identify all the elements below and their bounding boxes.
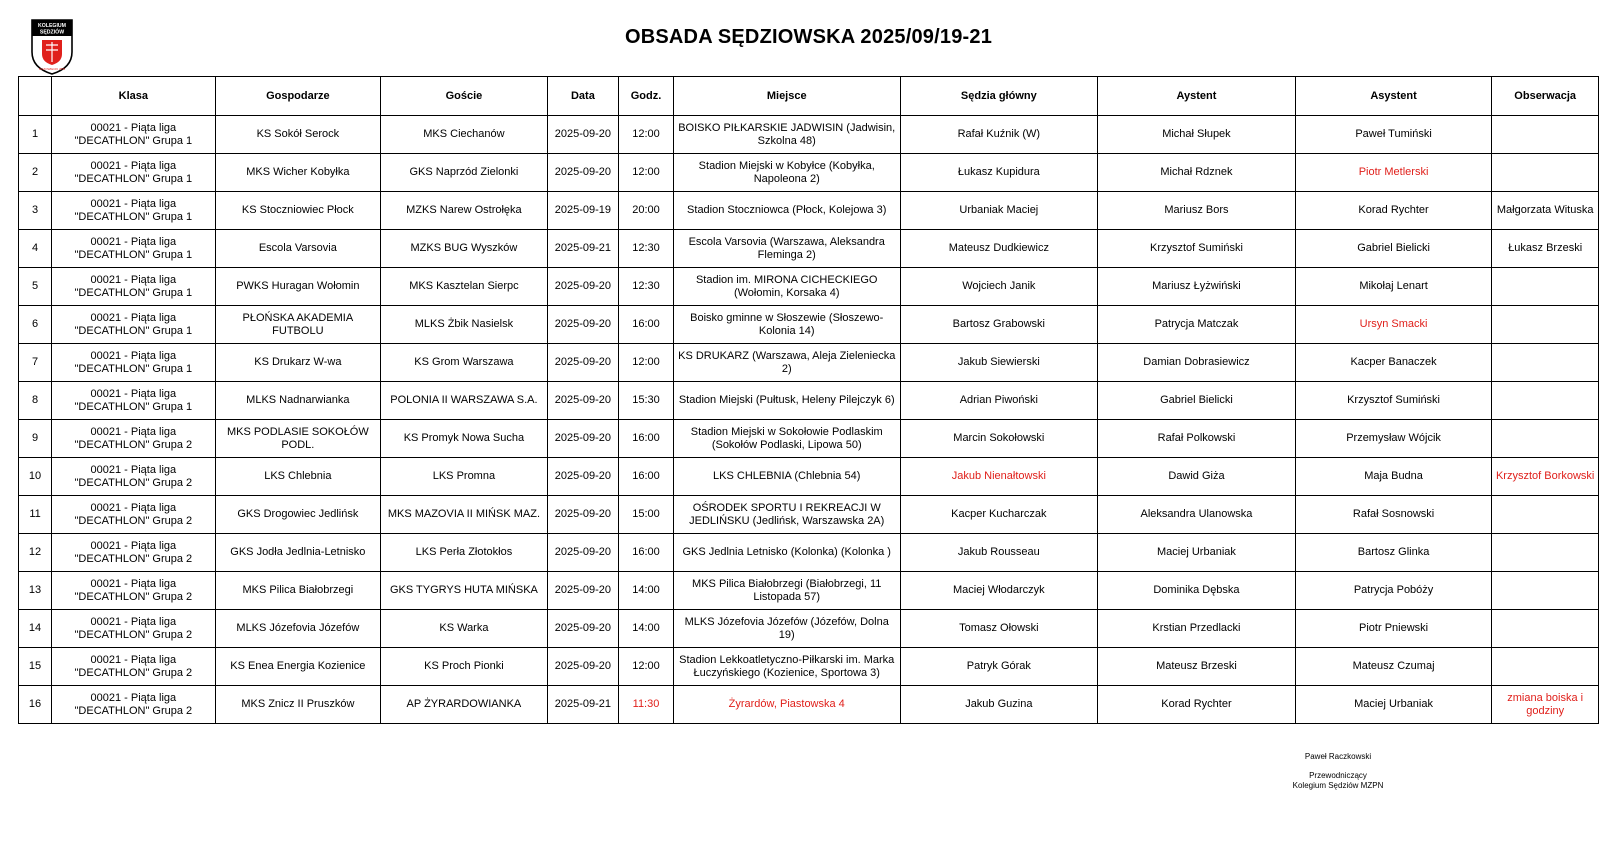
cell-gospodarze: MKS Pilica Białobrzegi — [215, 572, 381, 610]
cell-data: 2025-09-20 — [547, 534, 618, 572]
cell-no: 3 — [19, 192, 52, 230]
cell-data: 2025-09-20 — [547, 116, 618, 154]
cell-obserwacja — [1492, 116, 1599, 154]
cell-goscie: MKS Ciechanów — [381, 116, 548, 154]
cell-gospodarze: GKS Jodła Jedlnia-Letnisko — [215, 534, 381, 572]
cell-godz: 14:00 — [619, 572, 674, 610]
cell-obserwacja: Krzysztof Borkowski — [1492, 458, 1599, 496]
cell-goscie: POLONIA II WARSZAWA S.A. — [381, 382, 548, 420]
cell-godz: 15:30 — [619, 382, 674, 420]
cell-godz: 12:30 — [619, 230, 674, 268]
cell-miejsce: GKS Jedlnia Letnisko (Kolonka) (Kolonka ) — [673, 534, 900, 572]
cell-goscie: AP ŻYRARDOWIANKA — [381, 686, 548, 724]
cell-goscie: KS Proch Pionki — [381, 648, 548, 686]
cell-goscie: MZKS BUG Wyszków — [381, 230, 548, 268]
cell-godz: 12:00 — [619, 648, 674, 686]
cell-miejsce: Boisko gminne w Słoszewie (Słoszewo-Kolonia 14) — [673, 306, 900, 344]
table-header-row — [19, 77, 1599, 116]
cell-goscie: MZKS Narew Ostrołęka — [381, 192, 548, 230]
cell-klasa: 00021 - Piąta liga "DECATHLON" Grupa 1 — [52, 230, 215, 268]
cell-godz: 12:30 — [619, 268, 674, 306]
table-row — [19, 268, 1599, 306]
cell-asystent: Paweł Tumiński — [1295, 116, 1492, 154]
table-row — [19, 686, 1599, 724]
cell-obserwacja: zmiana boiska i godziny — [1492, 686, 1599, 724]
cell-sedzia: Rafał Kuźnik (W) — [900, 116, 1098, 154]
cell-gospodarze: KS Stoczniowiec Płock — [215, 192, 381, 230]
cell-miejsce: KS DRUKARZ (Warszawa, Aleja Zieleniecka 2) — [673, 344, 900, 382]
cell-klasa: 00021 - Piąta liga "DECATHLON" Grupa 1 — [52, 154, 215, 192]
cell-goscie: KS Promyk Nowa Sucha — [381, 420, 548, 458]
cell-asystent: Gabriel Bielicki — [1295, 230, 1492, 268]
cell-sedzia: Jakub Guzina — [900, 686, 1098, 724]
cell-miejsce: Escola Varsovia (Warszawa, Aleksandra Fleminga 2) — [673, 230, 900, 268]
cell-miejsce: Stadion Miejski (Pułtusk, Heleny Pilejczyk 6) — [673, 382, 900, 420]
cell-sedzia: Jakub Nienałtowski — [900, 458, 1098, 496]
cell-aystent: Patrycja Matczak — [1098, 306, 1296, 344]
cell-gospodarze: MKS Wicher Kobyłka — [215, 154, 381, 192]
cell-miejsce: MKS Pilica Białobrzegi (Białobrzegi, 11 Listopada 57) — [673, 572, 900, 610]
table-row — [19, 344, 1599, 382]
cell-no: 12 — [19, 534, 52, 572]
cell-sedzia: Patryk Górak — [900, 648, 1098, 686]
cell-asystent: Korad Rychter — [1295, 192, 1492, 230]
cell-sedzia: Jakub Siewierski — [900, 344, 1098, 382]
cell-obserwacja — [1492, 382, 1599, 420]
cell-asystent: Piotr Pniewski — [1295, 610, 1492, 648]
cell-asystent: Maciej Urbaniak — [1295, 686, 1492, 724]
cell-aystent: Korad Rychter — [1098, 686, 1296, 724]
table-row — [19, 496, 1599, 534]
cell-klasa: 00021 - Piąta liga "DECATHLON" Grupa 1 — [52, 192, 215, 230]
cell-klasa: 00021 - Piąta liga "DECATHLON" Grupa 2 — [52, 572, 215, 610]
cell-asystent: Bartosz Glinka — [1295, 534, 1492, 572]
cell-gospodarze: MLKS Józefovia Józefów — [215, 610, 381, 648]
cell-miejsce: MLKS Józefovia Józefów (Józefów, Dolna 19) — [673, 610, 900, 648]
cell-sedzia: Marcin Sokołowski — [900, 420, 1098, 458]
cell-asystent: Piotr Metlerski — [1295, 154, 1492, 192]
cell-aystent: Rafał Polkowski — [1098, 420, 1296, 458]
table-row — [19, 382, 1599, 420]
cell-godz: 12:00 — [619, 344, 674, 382]
header-aystent: Aystent — [1098, 77, 1296, 116]
cell-sedzia: Mateusz Dudkiewicz — [900, 230, 1098, 268]
cell-no: 9 — [19, 420, 52, 458]
cell-no: 11 — [19, 496, 52, 534]
cell-gospodarze: PWKS Huragan Wołomin — [215, 268, 381, 306]
cell-aystent: Michał Słupek — [1098, 116, 1296, 154]
cell-data: 2025-09-20 — [547, 648, 618, 686]
cell-asystent: Patrycja Pobóży — [1295, 572, 1492, 610]
cell-data: 2025-09-20 — [547, 382, 618, 420]
cell-klasa: 00021 - Piąta liga "DECATHLON" Grupa 1 — [52, 116, 215, 154]
cell-obserwacja — [1492, 306, 1599, 344]
cell-sedzia: Bartosz Grabowski — [900, 306, 1098, 344]
cell-klasa: 00021 - Piąta liga "DECATHLON" Grupa 1 — [52, 268, 215, 306]
table-row — [19, 306, 1599, 344]
table-row — [19, 458, 1599, 496]
cell-klasa: 00021 - Piąta liga "DECATHLON" Grupa 2 — [52, 420, 215, 458]
cell-no: 4 — [19, 230, 52, 268]
cell-obserwacja — [1492, 496, 1599, 534]
header-gospodarze: Gospodarze — [215, 77, 381, 116]
cell-aystent: Mateusz Brzeski — [1098, 648, 1296, 686]
cell-godz: 20:00 — [619, 192, 674, 230]
cell-aystent: Gabriel Bielicki — [1098, 382, 1296, 420]
cell-asystent: Przemysław Wójcik — [1295, 420, 1492, 458]
cell-miejsce: Stadion im. MIRONA CICHECKIEGO (Wołomin, Korsaka 4) — [673, 268, 900, 306]
cell-miejsce: BOISKO PIŁKARSKIE JADWISIN (Jadwisin, Szkolna 48) — [673, 116, 900, 154]
cell-data: 2025-09-20 — [547, 496, 618, 534]
cell-godz: 16:00 — [619, 420, 674, 458]
cell-klasa: 00021 - Piąta liga "DECATHLON" Grupa 2 — [52, 648, 215, 686]
cell-asystent: Rafał Sosnowski — [1295, 496, 1492, 534]
header-goscie: Goście — [381, 77, 548, 116]
cell-gospodarze: Escola Varsovia — [215, 230, 381, 268]
cell-godz: 15:00 — [619, 496, 674, 534]
logo-text-3: MAZOWIECKI ZPN — [38, 67, 66, 71]
header-no — [19, 77, 52, 116]
cell-klasa: 00021 - Piąta liga "DECATHLON" Grupa 2 — [52, 686, 215, 724]
cell-godz: 14:00 — [619, 610, 674, 648]
header-obserwacja: Obserwacja — [1492, 77, 1599, 116]
cell-asystent: Mikołaj Lenart — [1295, 268, 1492, 306]
cell-klasa: 00021 - Piąta liga "DECATHLON" Grupa 2 — [52, 610, 215, 648]
cell-obserwacja — [1492, 610, 1599, 648]
cell-aystent: Aleksandra Ulanowska — [1098, 496, 1296, 534]
cell-miejsce: LKS CHLEBNIA (Chlebnia 54) — [673, 458, 900, 496]
cell-no: 1 — [19, 116, 52, 154]
cell-gospodarze: MKS Znicz II Pruszków — [215, 686, 381, 724]
cell-obserwacja — [1492, 572, 1599, 610]
cell-miejsce: Stadion Lekkoatletyczno-Piłkarski im. Marka Łuczyńskiego (Kozienice, Sportowa 3) — [673, 648, 900, 686]
cell-aystent: Krstian Przedlacki — [1098, 610, 1296, 648]
cell-miejsce: Żyrardów, Piastowska 4 — [673, 686, 900, 724]
table-row — [19, 610, 1599, 648]
cell-goscie: KS Warka — [381, 610, 548, 648]
header-sedzia: Sędzia główny — [900, 77, 1098, 116]
cell-obserwacja — [1492, 268, 1599, 306]
cell-godz: 16:00 — [619, 458, 674, 496]
header-klasa: Klasa — [52, 77, 215, 116]
signature-org: Kolegium Sędziów MZPN — [1292, 781, 1384, 790]
cell-aystent: Krzysztof Sumiński — [1098, 230, 1296, 268]
cell-sedzia: Kacper Kucharczak — [900, 496, 1098, 534]
table-row — [19, 154, 1599, 192]
cell-data: 2025-09-20 — [547, 458, 618, 496]
table-row — [19, 192, 1599, 230]
cell-aystent: Dominika Dębska — [1098, 572, 1296, 610]
page-title: OBSADA SĘDZIOWSKA 2025/09/19-21 — [624, 26, 993, 48]
cell-goscie: KS Grom Warszawa — [381, 344, 548, 382]
cell-no: 10 — [19, 458, 52, 496]
cell-asystent: Maja Budna — [1295, 458, 1492, 496]
cell-gospodarze: GKS Drogowiec Jedlińsk — [215, 496, 381, 534]
cell-miejsce: Stadion Miejski w Sokołowie Podlaskim (Sokołów Podlaski, Lipowa 50) — [673, 420, 900, 458]
table-row — [19, 534, 1599, 572]
cell-goscie: MKS Kasztelan Sierpc — [381, 268, 548, 306]
cell-sedzia: Urbaniak Maciej — [900, 192, 1098, 230]
signature-name: Paweł Raczkowski — [1304, 752, 1372, 761]
cell-goscie: GKS TYGRYS HUTA MIŃSKA — [381, 572, 548, 610]
cell-no: 16 — [19, 686, 52, 724]
cell-gospodarze: MKS PODLASIE SOKOŁÓW PODL. — [215, 420, 381, 458]
cell-aystent: Maciej Urbaniak — [1098, 534, 1296, 572]
cell-goscie: GKS Naprzód Zielonki — [381, 154, 548, 192]
cell-data: 2025-09-20 — [547, 306, 618, 344]
cell-sedzia: Maciej Włodarczyk — [900, 572, 1098, 610]
cell-klasa: 00021 - Piąta liga "DECATHLON" Grupa 2 — [52, 458, 215, 496]
cell-data: 2025-09-20 — [547, 572, 618, 610]
table-row — [19, 572, 1599, 610]
cell-klasa: 00021 - Piąta liga "DECATHLON" Grupa 2 — [52, 534, 215, 572]
header-data: Data — [547, 77, 618, 116]
cell-gospodarze: LKS Chlebnia — [215, 458, 381, 496]
cell-klasa: 00021 - Piąta liga "DECATHLON" Grupa 2 — [52, 496, 215, 534]
cell-sedzia: Tomasz Ołowski — [900, 610, 1098, 648]
cell-obserwacja — [1492, 420, 1599, 458]
cell-obserwacja — [1492, 154, 1599, 192]
cell-goscie: LKS Promna — [381, 458, 548, 496]
cell-goscie: LKS Perła Złotokłos — [381, 534, 548, 572]
cell-sedzia: Jakub Rousseau — [900, 534, 1098, 572]
table-row — [19, 420, 1599, 458]
cell-godz: 16:00 — [619, 306, 674, 344]
cell-gospodarze: KS Sokół Serock — [215, 116, 381, 154]
cell-aystent: Mariusz Łyżwiński — [1098, 268, 1296, 306]
logo-text-1: KOLEGIUM — [38, 23, 66, 29]
cell-godz: 16:00 — [619, 534, 674, 572]
cell-gospodarze: KS Enea Energia Kozienice — [215, 648, 381, 686]
cell-miejsce: Stadion Stoczniowca (Płock, Kolejowa 3) — [673, 192, 900, 230]
table-row — [19, 648, 1599, 686]
cell-miejsce: OŚRODEK SPORTU I REKREACJI W JEDLIŃSKU (Jedlińsk, Warszawska 2A) — [673, 496, 900, 534]
cell-sedzia: Adrian Piwoński — [900, 382, 1098, 420]
cell-gospodarze: KS Drukarz W-wa — [215, 344, 381, 382]
cell-data: 2025-09-20 — [547, 268, 618, 306]
header-godz: Godz. — [619, 77, 674, 116]
cell-asystent: Ursyn Smacki — [1295, 306, 1492, 344]
cell-aystent: Damian Dobrasiewicz — [1098, 344, 1296, 382]
cell-no: 5 — [19, 268, 52, 306]
cell-data: 2025-09-20 — [547, 610, 618, 648]
cell-data: 2025-09-19 — [547, 192, 618, 230]
cell-asystent: Kacper Banaczek — [1295, 344, 1492, 382]
cell-godz: 12:00 — [619, 154, 674, 192]
cell-obserwacja — [1492, 534, 1599, 572]
cell-klasa: 00021 - Piąta liga "DECATHLON" Grupa 1 — [52, 344, 215, 382]
cell-no: 6 — [19, 306, 52, 344]
cell-godz: 12:00 — [619, 116, 674, 154]
cell-goscie: MKS MAZOVIA II MIŃSK MAZ. — [381, 496, 548, 534]
cell-aystent: Dawid Giża — [1098, 458, 1296, 496]
signature-role: Przewodniczący — [1309, 771, 1367, 780]
cell-data: 2025-09-21 — [547, 686, 618, 724]
cell-obserwacja: Małgorzata Wituska — [1492, 192, 1599, 230]
cell-asystent: Mateusz Czumaj — [1295, 648, 1492, 686]
cell-data: 2025-09-20 — [547, 420, 618, 458]
table-row — [19, 116, 1599, 154]
cell-no: 8 — [19, 382, 52, 420]
cell-no: 7 — [19, 344, 52, 382]
logo-text-2: SĘDZIÓW — [39, 29, 65, 36]
cell-miejsce: Stadion Miejski w Kobyłce (Kobyłka, Napoleona 2) — [673, 154, 900, 192]
cell-data: 2025-09-20 — [547, 344, 618, 382]
header-asystent: Asystent — [1295, 77, 1492, 116]
cell-godz: 11:30 — [619, 686, 674, 724]
cell-obserwacja: Łukasz Brzeski — [1492, 230, 1599, 268]
cell-asystent: Krzysztof Sumiński — [1295, 382, 1492, 420]
referee-assignment-table — [18, 76, 1599, 724]
cell-data: 2025-09-21 — [547, 230, 618, 268]
cell-aystent: Michał Rdznek — [1098, 154, 1296, 192]
cell-no: 13 — [19, 572, 52, 610]
cell-aystent: Mariusz Bors — [1098, 192, 1296, 230]
cell-gospodarze: PŁOŃSKA AKADEMIA FUTBOLU — [215, 306, 381, 344]
cell-no: 14 — [19, 610, 52, 648]
header-miejsce: Miejsce — [673, 77, 900, 116]
cell-goscie: MLKS Żbik Nasielsk — [381, 306, 548, 344]
cell-obserwacja — [1492, 344, 1599, 382]
cell-obserwacja — [1492, 648, 1599, 686]
cell-data: 2025-09-20 — [547, 154, 618, 192]
cell-sedzia: Łukasz Kupidura — [900, 154, 1098, 192]
cell-sedzia: Wojciech Janik — [900, 268, 1098, 306]
cell-no: 2 — [19, 154, 52, 192]
table-row — [19, 230, 1599, 268]
cell-klasa: 00021 - Piąta liga "DECATHLON" Grupa 1 — [52, 306, 215, 344]
cell-gospodarze: MLKS Nadnarwianka — [215, 382, 381, 420]
cell-klasa: 00021 - Piąta liga "DECATHLON" Grupa 1 — [52, 382, 215, 420]
cell-no: 15 — [19, 648, 52, 686]
